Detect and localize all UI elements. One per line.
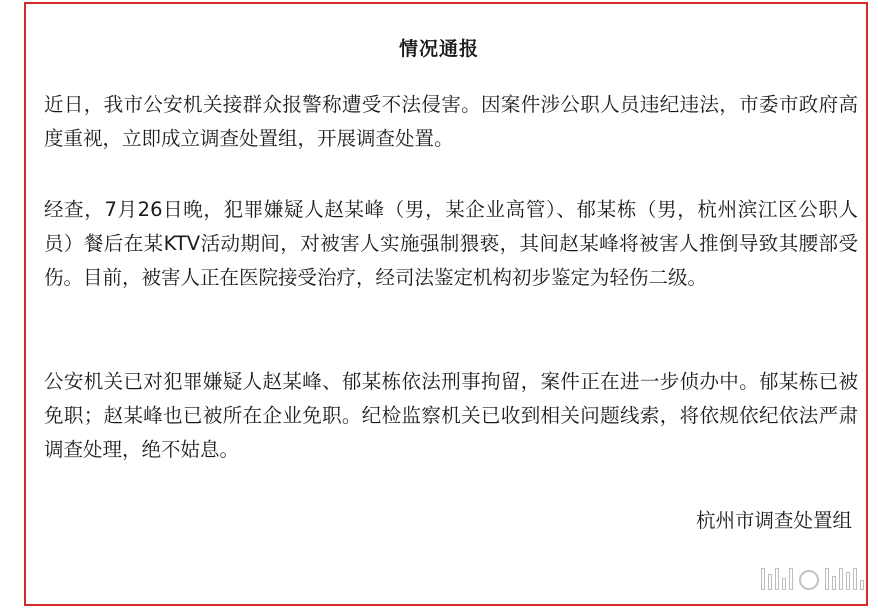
watermark-circle [799,570,819,590]
notice-title: 情况通报 [398,38,479,60]
paragraph-3: 公安机关已对犯罪嫌疑人赵某峰、郁某栋依法刑事拘留，案件正在进一步侦办中。郁某栋已被免职；赵某峰也已被所在企业免职。纪检监察机关已收到相关问题线索，将依规依纪依法严肃调查处理，绝不姑息。 [44,370,858,461]
paragraph-1: 近日，我市公安机关接群众报警称遭受不法侵害。因案件涉公职人员违纪违法，市委市政府高度重视，立即成立调查处置组，开展调查处置。 [44,93,858,150]
watermark-bars-left [761,566,793,590]
watermark-bars-right [825,566,864,590]
paragraph-2: 经查，7月26日晚，犯罪嫌疑人赵某峰（男，某企业高管）、郁某栋（男，杭州滨江区公职人员）餐后在某KTV活动期间，对被害人实施强制猥亵，其间赵某峰将被害人推倒导致其腰部受伤。目前，被害人正在医院接受治疗，经司法鉴定机构初步鉴定为轻伤二级。 [44,198,858,289]
platform-watermark-icon [761,566,864,590]
signature: 杭州市调查处置组 [695,509,852,532]
